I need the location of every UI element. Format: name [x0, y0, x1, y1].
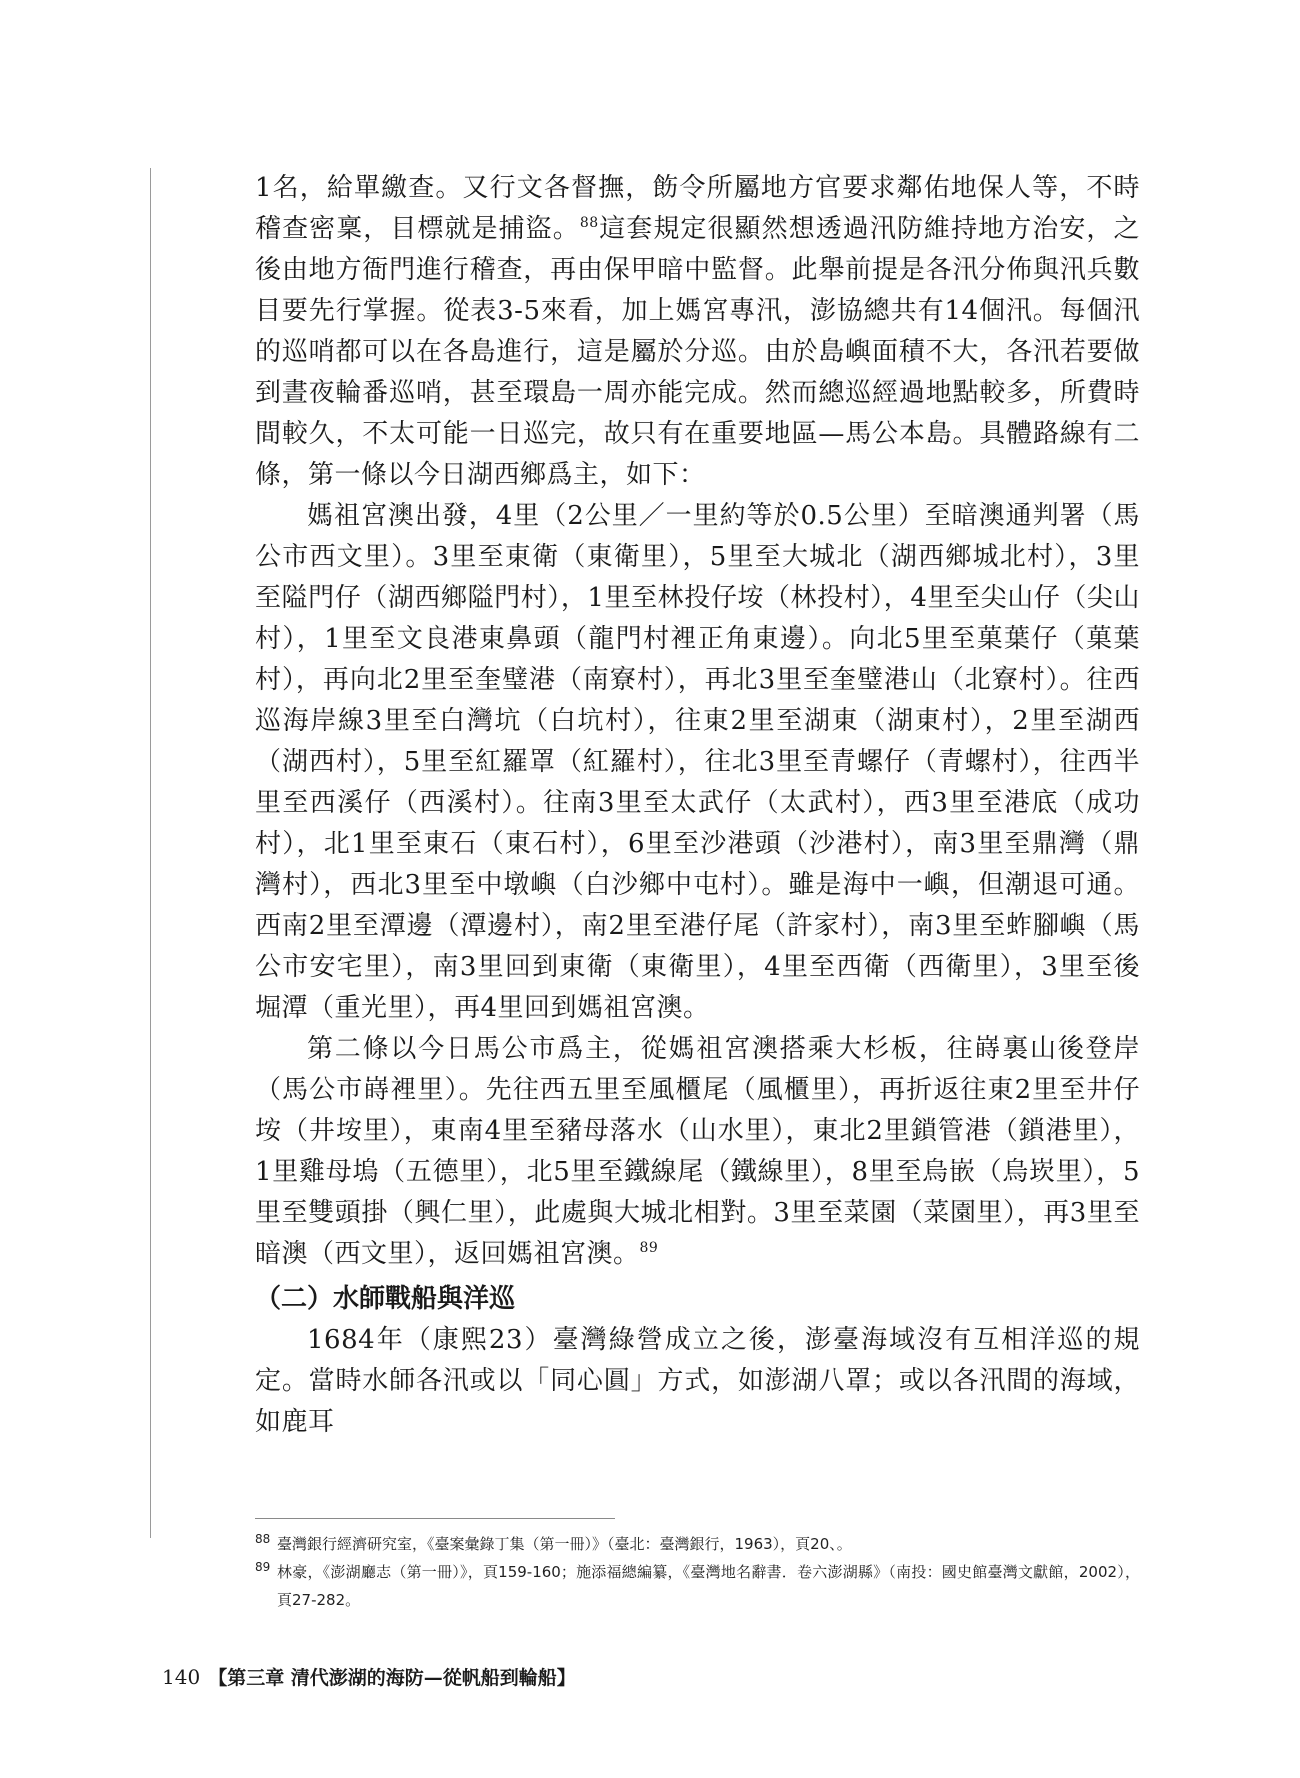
paragraph-4: 1684年（康熙23）臺灣綠營成立之後，澎臺海域沒有互相洋巡的規定。當時水師各汛或以「同心圓」方式，如澎湖八罩；或以各汛間的海域，如鹿耳 — [255, 1325, 1140, 1437]
paragraph-1-continued: 這套規定很顯然想透過汛防維持地方治安，之後由地方衙門進行稽查，再由保甲暗中監督。此舉前提是各汛分佈與汛兵數目要先行掌握。從表3-5來看，加上媽宮專汛，澎協總共有14個汛。每個汛的巡哨都可以在各島進行，這是屬於分巡。由於島嶼面積不大，各汛若要做到晝夜輪番巡哨，甚至環島一周亦能完成。然而總巡經過地點較多，所費時間較久，不太可能一日巡完，故只有在重要地區—馬公本島。具體路線有二條，第一條以今日湖西鄉爲主，如下： — [255, 214, 1140, 490]
chapter-title: 【第三章 清代澎湖的海防—從帆船到輪船】 — [208, 1667, 576, 1689]
footnote-text: 林豪，《澎湖廳志（第一冊）》，頁159-160；施添福總編纂，《臺灣地名辭書．卷六澎湖縣》（南投：國史館臺灣文獻館，2002），頁27-282。 — [277, 1563, 1140, 1609]
main-text — [255, 168, 1140, 1443]
footnote-divider — [255, 1518, 615, 1519]
footnote-89 — [255, 1558, 1140, 1614]
footnote-number: 88 — [255, 1532, 271, 1546]
footnote-text: 臺灣銀行經濟研究室，《臺案彙錄丁集（第一冊）》（臺北：臺灣銀行，1963），頁20、。 — [277, 1535, 852, 1553]
page-number: 140 — [162, 1665, 201, 1689]
paragraph-1-text: 1名，給單繳查。又行文各督撫，飭令所屬地方官要求鄰佑地保人等，不時稽查密稟，目標就是捕盜。 — [255, 173, 1140, 244]
running-footer — [162, 1665, 576, 1690]
footnote-ref-88[interactable]: 88 — [579, 215, 599, 231]
paragraph-route-2-text: 第二條以今日馬公市爲主，從媽祖宮澳搭乘大杉板，往嵵裏山後登岸（馬公市嵵裡里）。先往西五里至風櫃尾（風櫃里），再折返往東2里至井仔垵（井垵里），東南4里至豬母落水（山水里），東北2里鎖管港（鎖港里），1里雞母塢（五德里），北5里至鐵線尾（鐵線里），8里至烏嵌（烏崁里），5里至雙頭掛（興仁里），此處與大城北相對。3里至菜園（菜園里），再3里至暗澳（西文里），返回媽祖宮澳。 — [255, 1034, 1140, 1269]
paragraph-route-1: 媽祖宮澳出發，4里（2公里／一里約等於0.5公里）至暗澳通判署（馬公市西文里）。3里至東衛（東衛里），5里至大城北（湖西鄉城北村），3里至隘門仔（湖西鄉隘門村），1里至林投仔垵（林投村），4里至尖山仔（尖山村），1里至文良港東鼻頭（龍門村裡正角東邊）。向北5里至菓葉仔（菓葉村），再向北2里至奎璧港（南寮村），再北3里至奎璧港山（北寮村）。往西巡海岸線3里至白灣坑（白坑村），往東2里至湖東（湖東村），2里至湖西（湖西村），5里至紅羅罩（紅羅村），往北3里至青螺仔（青螺村），往西半里至西溪仔（西溪村）。往南3里至太武仔（太武村），西3里至港底（成功村），北1里至東石（東石村），6里至沙港頭（沙港村），南3里至鼎灣（鼎灣村），西北3里至中墩嶼（白沙鄉中屯村）。雖是海中一嶼，但潮退可通。西南2里至潭邊（潭邊村），南2里至港仔尾（許家村），南3里至蚱腳嶼（馬公市安宅里），南3里回到東衛（東衛里），4里至西衛（西衛里），3里至後堀潭（重光里），再4里回到媽祖宮澳。 — [255, 501, 1140, 1023]
footnote-number: 89 — [255, 1560, 271, 1574]
section-heading: （二）水師戰船與洋巡 — [255, 1284, 516, 1314]
footnotes — [255, 1530, 1140, 1614]
footnote-ref-89[interactable]: 89 — [639, 1240, 659, 1256]
margin-rule — [150, 168, 151, 1538]
paragraph-route-2 — [255, 1029, 1140, 1275]
paragraph-1 — [255, 168, 1140, 496]
footnote-88 — [255, 1530, 1140, 1558]
